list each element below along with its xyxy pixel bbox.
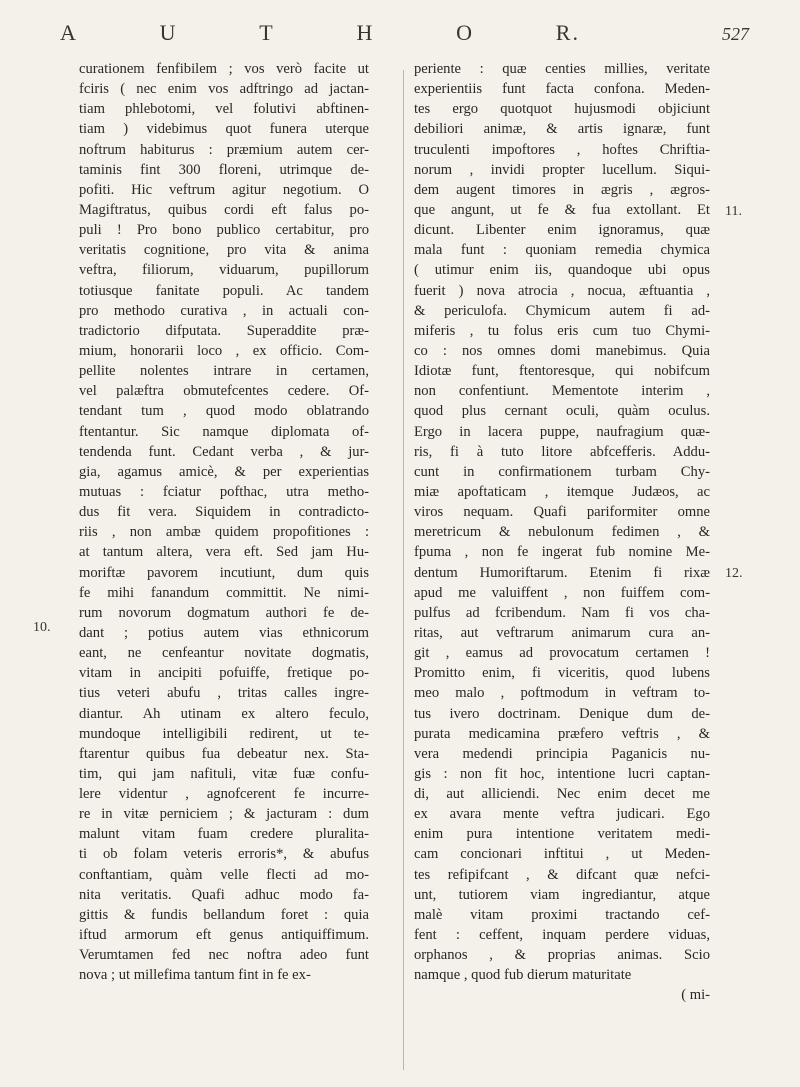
text-line: veritatis cognitione, pro vita & anima [79, 242, 369, 259]
text-line: tus ivero doctrinam. Denique dum de- [414, 705, 710, 722]
text-line: ex avara mente veftra judicari. Ego [414, 806, 710, 823]
right-text-column [414, 59, 710, 1006]
text-line: dem augent timores in ægris , ægros- [414, 181, 710, 198]
catchword: ( mi- [681, 987, 710, 1004]
text-line: orphanos , & proprias animas. Scio [414, 947, 710, 964]
text-line: totiusque fanitate populi. Ac tandem [79, 282, 369, 299]
running-head [0, 20, 800, 60]
running-title [60, 20, 580, 46]
text-line: tius veteri abufu , tritas calles ingre- [79, 685, 369, 702]
text-line: fent : ceffent, inquam perdere viduas, [414, 927, 710, 944]
text-line: quod plus cernant oculi, quàm oculus. [414, 403, 710, 420]
margin-number-right: 12. [725, 566, 743, 581]
text-line: tiam ) videbimus quot funera uterque [79, 121, 369, 138]
text-line: fpuma , non fe ingerat fub nomine Me- [414, 544, 710, 561]
text-line: ftarentur quibus fua debeatur nex. Sta- [79, 745, 369, 762]
text-line: riis , non ambæ quidem propofitiones : [79, 524, 369, 541]
text-line: tim, qui jam nafituli, vitæ fuæ confu- [79, 765, 369, 782]
text-line: cunt in confirmationem turbam Chy- [414, 463, 710, 480]
text-line: diantur. Ah utinam ex altero feculo, [79, 705, 369, 722]
text-line: gittis & fundis bellandum foret : quia [79, 906, 369, 923]
text-line: nova ; ut millefima tantum fint in fe ex- [79, 967, 311, 984]
text-line: pulfus ad fcribendum. Nam fi vos cha- [414, 604, 710, 621]
text-line: pofiti. Hic veftrum agitur negotium. O [79, 181, 369, 198]
column-divider [403, 70, 404, 1070]
text-line: tiam phlebotomi, vel folutivi abftinen- [79, 101, 369, 118]
text-line: lere videntur , agnofcerent fe incurre- [79, 786, 369, 803]
left-text-column [79, 59, 369, 985]
text-line: at tantum altera, vera eft. Sed jam Hu- [79, 544, 369, 561]
text-line: rum novorum dogmatum authori fe de- [79, 604, 369, 621]
text-line: meretricum & nebulonum fedimen , & [414, 524, 710, 541]
text-line: co : nos omnes domi manebimus. Quia [414, 342, 710, 359]
title-letter: T [259, 20, 275, 45]
title-letter: A [60, 20, 78, 45]
text-line: viros nequam. Quafi pariformiter omne [414, 504, 710, 521]
text-line: & periculofa. Chymicum autem fi ad- [414, 302, 710, 319]
text-line: periente : quæ centies millies, veritate [414, 61, 710, 77]
text-line: miæ apoftaticam , itemque Judæos, ac [414, 483, 710, 500]
text-line: conftantiam, quàm velle flecti ad mo- [79, 866, 369, 883]
text-line: tendenda funt. Cedant verba , & jur- [79, 443, 369, 460]
page-number: 527 [722, 24, 749, 44]
text-line: Promitto enim, fi viceritis, quod lubens [414, 665, 710, 682]
text-line: ritas, aut veftrarum animarum cura an- [414, 624, 710, 641]
text-line: re in vitæ perniciem ; & jacturam : dum [79, 806, 369, 823]
text-line: gis : non fit hoc, intentione lucri captan- [414, 765, 710, 782]
text-line: puli ! Pro bono publico certabitur, pro [79, 222, 369, 239]
text-line: mutuas : fciatur pofthac, utra metho- [79, 483, 369, 500]
title-letter: H [356, 20, 375, 45]
text-line: iftud armorum eft genus antiquiffimum. [79, 927, 369, 944]
text-line: Magiftratus, quibus cordi eft falus po- [79, 201, 369, 218]
text-line: experientiis funt facta confona. Meden- [414, 81, 710, 98]
text-line: malè vitam proximi tractando cef- [414, 906, 710, 923]
text-line: Verumtamen fed nec noftra adeo funt [79, 947, 369, 964]
text-line: vel palæftra obmutefcentes cedere. Of- [79, 383, 369, 400]
text-line: truculenti impoftores , hoftes Chriftia- [414, 141, 710, 158]
text-line: mala funt : quoniam remedia chymica [414, 242, 710, 259]
text-line: mium, honorarii loco , ex officio. Com- [79, 342, 369, 359]
text-line: di, aut alliciendi. Nec enim decet me [414, 786, 710, 803]
text-line: tendant tum , quod modo oblatrando [79, 403, 369, 420]
text-line: dentum Humoriftarum. Etenim fi rixæ [414, 564, 710, 581]
text-line: purata medicamina præfero veftris , & [414, 725, 710, 742]
text-line: nita veritatis. Quafi adhuc modo fa- [79, 886, 369, 903]
text-line: tes ergo quotquot hujusmodi objiciunt [414, 101, 710, 118]
text-line: norum , invidi propter lucellum. Siqui- [414, 161, 710, 178]
text-line: miferis , tu folus eris cum tuo Chymi- [414, 322, 710, 339]
text-line: apud me valuiffent , non fuiffem com- [414, 584, 710, 601]
text-line: gia, agamus amicè, & per experientias [79, 463, 369, 480]
text-line: ftentantur. Sic namque diplomata of- [79, 423, 369, 440]
text-line: meo malo , poftmodum in veftram to- [414, 685, 710, 702]
text-line: ( utimur enim iis, quandoque ubi opus [414, 262, 710, 279]
text-line: debiliori animæ, & artis ignaræ, funt [414, 121, 710, 138]
text-line: veftra, filiorum, viduarum, pupillorum [79, 262, 369, 279]
text-line: namque , quod fub dierum maturitate [414, 967, 632, 984]
text-line: dus fit vera. Siquidem in contradicto- [79, 504, 369, 521]
text-line: cam concionari inftitui , ut Meden- [414, 846, 710, 863]
text-line: non confentiunt. Mementote interim , [414, 383, 710, 400]
text-line: tes refipifcant , & difcant quæ nefci- [414, 866, 710, 883]
text-line: unt, tutiorem viam ingrediantur, atque [414, 886, 710, 903]
text-line: fe mihi fanandum committit. Ne nimi- [79, 584, 369, 601]
text-line: git , eamus ad provocatum certamen ! [414, 645, 710, 662]
text-line: Idiotæ funt, ftentoresque, qui nobifcum [414, 363, 710, 380]
text-line: noftrum habiturus : præmium autem cer- [79, 141, 369, 158]
text-line: fciris ( nec enim vos adftringo ad jactan- [79, 81, 369, 98]
text-line: tradictorio difputata. Superaddite præ- [79, 322, 369, 339]
text-line: vera medendi principia Paganicis nu- [414, 745, 710, 762]
text-line: ti ob folam veteris erroris*, & abufus [79, 846, 369, 863]
title-letter: R. [555, 20, 580, 45]
text-line: Ergo in lacera puppe, naufragium quæ- [414, 423, 710, 440]
text-line: curationem fenfibilem ; vos verò facite ut [79, 61, 369, 77]
text-line: dant ; potius autem vias ethnicorum [79, 624, 369, 641]
text-line: ris, fi à tuto litore abfcefferis. Addu- [414, 443, 710, 460]
margin-number-right: 11. [725, 204, 742, 219]
text-line: mundoque intelligibili redirent, ut te- [79, 725, 369, 742]
text-line: enim pura intentione veritatem medi- [414, 826, 710, 843]
text-line: moriftæ pavorem incutiunt, dum quis [79, 564, 369, 581]
margin-number-left: 10. [33, 620, 51, 635]
text-line: vitam in ancipiti pofuiffe, fretique po- [79, 665, 369, 682]
text-line: pellite nolentes intrare in certamen, [79, 363, 369, 380]
text-line: eant, ne cenfeantur novitate dogmatis, [79, 645, 369, 662]
text-line: que angunt, ut fe & fua extollant. Et [414, 201, 710, 218]
text-line: dicunt. Libenter enim ignoramus, quæ [414, 222, 710, 239]
text-line: pro methodo curativa , in actuali con- [79, 302, 369, 319]
title-letter: O [456, 20, 475, 45]
text-line: taminis fint 300 floreni, utrimque de- [79, 161, 369, 178]
text-line: malunt vitam fuam credere pluralita- [79, 826, 369, 843]
title-letter: U [159, 20, 178, 45]
text-line: fuerit ) nova atrocia , nocua, æftuantia , [414, 282, 710, 299]
